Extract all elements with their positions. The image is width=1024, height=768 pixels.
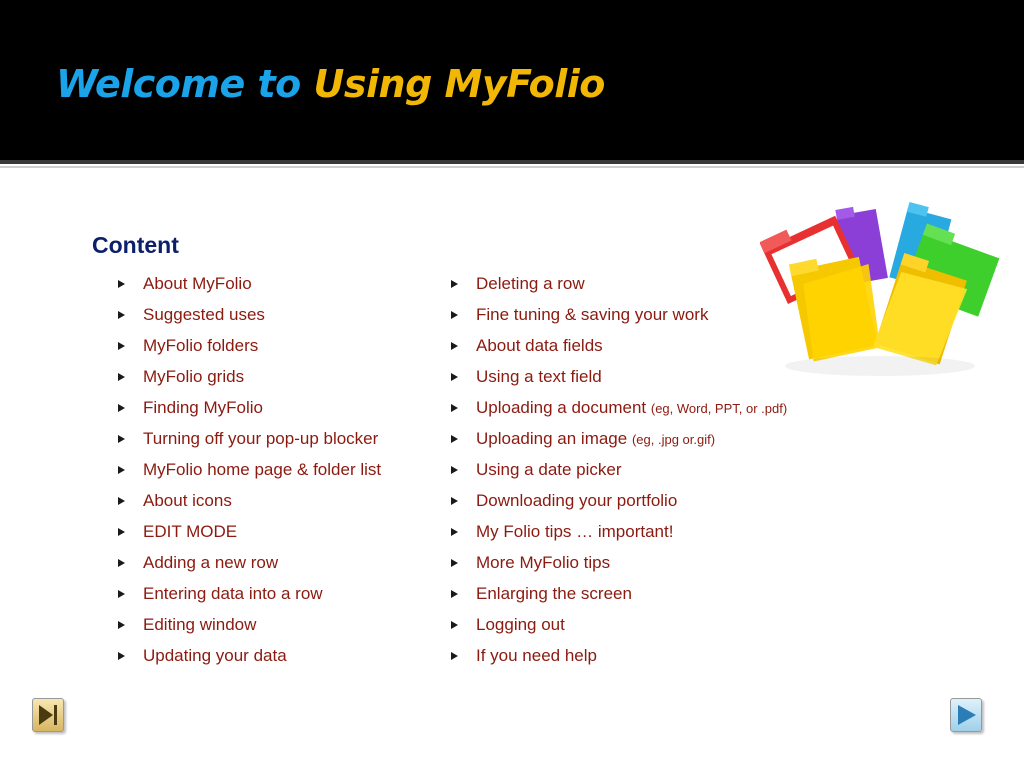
bullet-icon bbox=[118, 528, 125, 536]
list-item-text: If you need help bbox=[476, 646, 597, 665]
bullet-icon bbox=[118, 373, 125, 381]
title-part2: Using MyFolio bbox=[313, 62, 605, 106]
bullet-icon bbox=[451, 559, 458, 567]
list-item-text: Logging out bbox=[476, 615, 565, 634]
list-item-note: (eg, Word, PPT, or .pdf) bbox=[650, 401, 788, 416]
next-button[interactable] bbox=[950, 698, 982, 732]
content-heading: Content bbox=[92, 232, 179, 258]
content-list-left bbox=[118, 270, 381, 673]
list-item bbox=[451, 425, 787, 456]
bullet-icon bbox=[451, 311, 458, 319]
list-item-text: Adding a new row bbox=[143, 553, 279, 572]
bullet-icon bbox=[118, 466, 125, 474]
list-item bbox=[451, 611, 787, 642]
bullet-icon bbox=[451, 466, 458, 474]
list-item bbox=[118, 363, 381, 394]
list-item bbox=[118, 270, 381, 301]
list-item bbox=[451, 363, 787, 394]
list-item-text: Using a text field bbox=[476, 367, 602, 386]
list-item bbox=[451, 549, 787, 580]
bullet-icon bbox=[118, 404, 125, 412]
bullet-icon bbox=[451, 652, 458, 660]
next-icon bbox=[951, 699, 981, 731]
bullet-icon bbox=[118, 621, 125, 629]
bullet-icon bbox=[451, 342, 458, 350]
list-item-text: Fine tuning & saving your work bbox=[476, 305, 709, 324]
list-item-text: My Folio tips … important! bbox=[476, 522, 674, 541]
list-item-text: About icons bbox=[143, 491, 232, 510]
bullet-icon bbox=[451, 280, 458, 288]
colorful-folders-icon bbox=[760, 188, 1000, 378]
bullet-icon bbox=[451, 435, 458, 443]
bullet-icon bbox=[118, 342, 125, 350]
bullet-icon bbox=[118, 652, 125, 660]
list-item-text: MyFolio home page & folder list bbox=[143, 460, 382, 479]
title-part1: Welcome to bbox=[56, 62, 301, 106]
bullet-icon bbox=[451, 373, 458, 381]
end-icon bbox=[33, 699, 63, 731]
list-item-text: MyFolio folders bbox=[143, 336, 259, 355]
list-item-text: Finding MyFolio bbox=[143, 398, 263, 417]
list-item-text: Using a date picker bbox=[476, 460, 622, 479]
bullet-icon bbox=[451, 528, 458, 536]
list-item bbox=[118, 332, 381, 363]
divider bbox=[0, 166, 1024, 168]
list-item bbox=[451, 301, 787, 332]
bullet-icon bbox=[118, 280, 125, 288]
bullet-icon bbox=[451, 590, 458, 598]
list-item bbox=[451, 580, 787, 611]
end-button[interactable] bbox=[32, 698, 64, 732]
bullet-icon bbox=[118, 435, 125, 443]
list-item bbox=[118, 301, 381, 332]
list-item-text: Enlarging the screen bbox=[476, 584, 632, 603]
list-item-text: Downloading your portfolio bbox=[476, 491, 678, 510]
bullet-icon bbox=[451, 404, 458, 412]
list-item bbox=[118, 580, 381, 611]
list-item bbox=[451, 332, 787, 363]
list-item-text: More MyFolio tips bbox=[476, 553, 611, 572]
list-item-text: EDIT MODE bbox=[143, 522, 238, 541]
list-item-text: Entering data into a row bbox=[143, 584, 323, 603]
list-item bbox=[451, 394, 787, 425]
list-item-text: Suggested uses bbox=[143, 305, 265, 324]
slide-title bbox=[56, 62, 605, 106]
list-item bbox=[451, 487, 787, 518]
list-item bbox=[451, 642, 787, 673]
divider bbox=[0, 160, 1024, 164]
list-item bbox=[118, 518, 381, 549]
list-item bbox=[118, 642, 381, 673]
list-item bbox=[118, 549, 381, 580]
list-item bbox=[451, 518, 787, 549]
list-item bbox=[118, 394, 381, 425]
bullet-icon bbox=[118, 497, 125, 505]
bullet-icon bbox=[118, 311, 125, 319]
list-item bbox=[451, 270, 787, 301]
bullet-icon bbox=[451, 497, 458, 505]
list-item-text: MyFolio grids bbox=[143, 367, 245, 386]
list-item bbox=[118, 487, 381, 518]
list-item bbox=[118, 425, 381, 456]
bullet-icon bbox=[118, 559, 125, 567]
list-item-text: Updating your data bbox=[143, 646, 287, 665]
list-item bbox=[118, 456, 381, 487]
list-item bbox=[118, 611, 381, 642]
list-item bbox=[451, 456, 787, 487]
title-bar bbox=[0, 0, 1024, 160]
content-list-right bbox=[451, 270, 787, 673]
list-item-note: (eg, .jpg or.gif) bbox=[631, 432, 716, 447]
list-item-text: Editing window bbox=[143, 615, 257, 634]
list-item-text: Uploading an image bbox=[476, 429, 628, 448]
bullet-icon bbox=[118, 590, 125, 598]
list-item-text: About data fields bbox=[476, 336, 603, 355]
bullet-icon bbox=[451, 621, 458, 629]
list-item-text: Uploading a document bbox=[476, 398, 647, 417]
list-item-text: About MyFolio bbox=[143, 274, 252, 293]
list-item-text: Turning off your pop-up blocker bbox=[143, 429, 379, 448]
list-item-text: Deleting a row bbox=[476, 274, 585, 293]
